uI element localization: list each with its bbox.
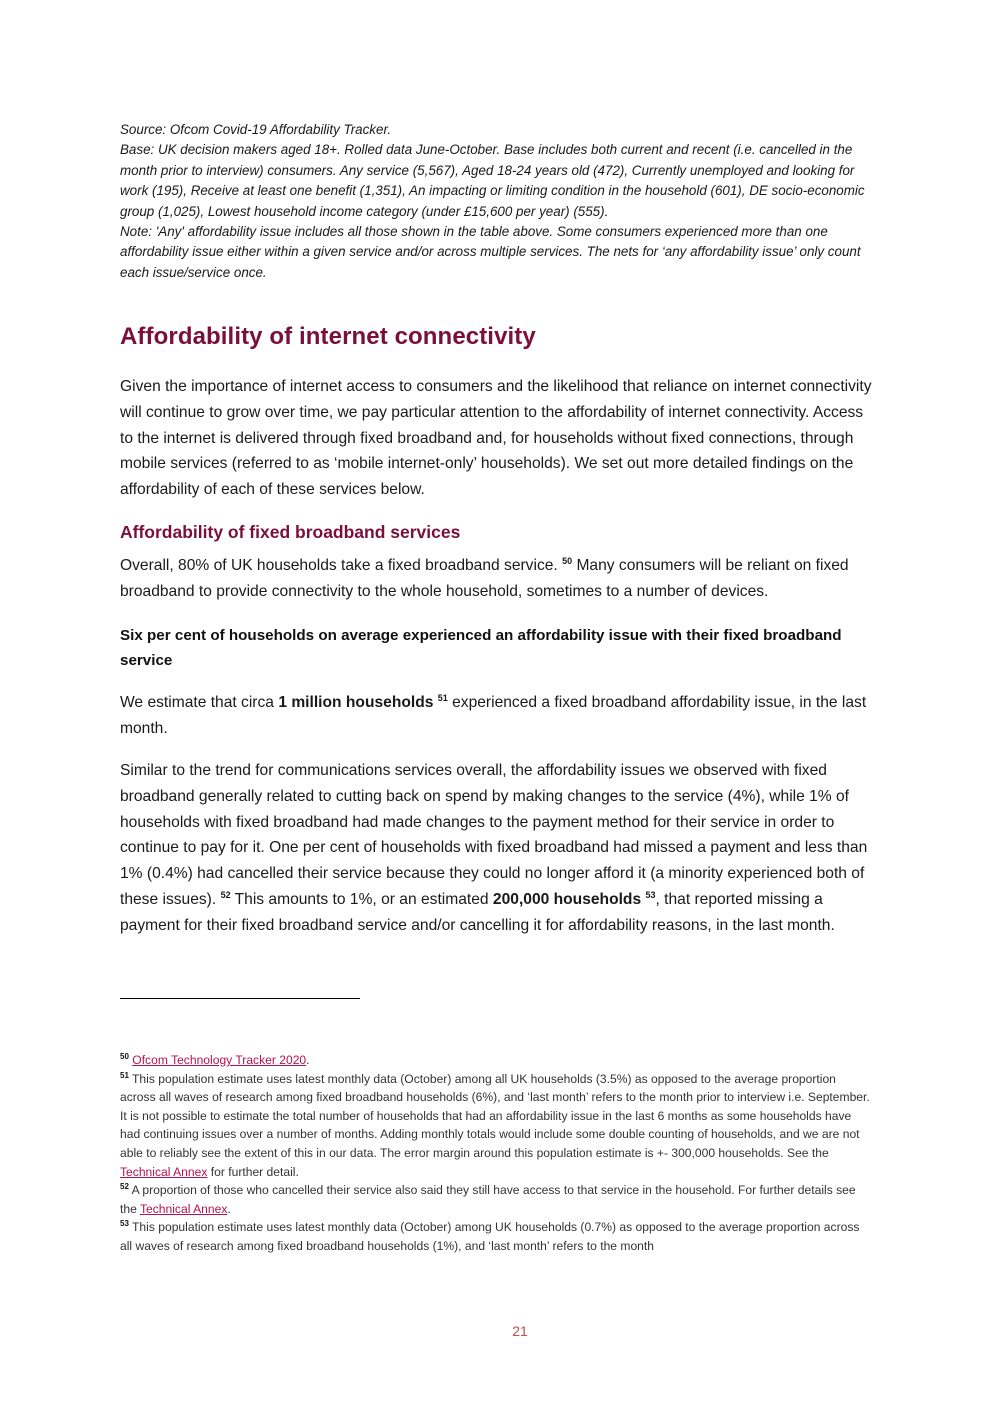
footnote-ref-51[interactable]: 51 [437,692,448,703]
overall-text: Overall, 80% of UK households take a fixed broadband service. [120,557,558,574]
overall-paragraph [120,553,872,605]
trend-paragraph [120,758,872,939]
footnote-ref-52[interactable]: 52 [220,889,231,900]
footnote-text: . [227,1201,231,1216]
trend-bold: 200,000 households [492,890,642,908]
trend-text-2: This amounts to 1%, or an estimated [230,890,493,908]
note-line: Note: 'Any' affordability issue includes all those shown in the table above. Some consumers experienced more than one affordability issue either within a given service and/or across multiple services. The nets for ‘any affordability issue’ only count each issue/service once. [120,224,861,280]
footnote-separator [120,998,360,999]
footnote-number: 50 [120,1051,129,1061]
footnote-number: 51 [120,1070,129,1080]
estimate-paragraph [120,690,872,742]
subsection-heading: Affordability of fixed broadband services [120,522,461,542]
overall-text-rest: Many consumers will be reliant on fixed broadband to provide connectivity to the whole household, sometimes to a number of devices. [120,557,849,600]
section-heading: Affordability of internet connectivity [120,323,536,350]
trend-text-3: , that reported missing a payment for their fixed broadband service and/or cancelling it for affordability reasons, in the last month. [120,890,835,934]
footnote-ref-53[interactable]: 53 [645,889,656,900]
footnote-number: 53 [120,1219,129,1229]
footnote-text: This population estimate uses latest monthly data (October) among UK households (0.7%) as opposed to the average proportion across all waves of research among fixed broadband households (1%), and ‘last month’ refers to the month [120,1220,860,1253]
estimate-text-rest: experienced a fixed broadband affordability issue, in the last month. [120,694,867,737]
estimate-text: We estimate that circa [120,694,279,711]
footnote-53 [120,1218,872,1255]
footnote-52 [120,1181,872,1218]
footnote-ref-50[interactable]: 50 [562,555,573,566]
intro-paragraph: Given the importance of internet access to consumers and the likelihood that reliance on internet connectivity will continue to grow over time, we pay particular attention to the affordability of internet connectivity. Access to the internet is delivered through fixed broadband and, for households without fixed connections, through mobile services (referred to as ‘mobile internet-only’ households). We set out more detailed findings on the affordability of each of these services below. [120,378,872,499]
footnotes [120,1051,872,1256]
footnote-50 [120,1051,872,1070]
technical-annex-link[interactable]: Technical Annex [120,1164,208,1179]
footnote-text: for further detail. [207,1164,299,1179]
footnote-51 [120,1070,872,1182]
technical-annex-link[interactable]: Technical Annex [139,1201,228,1216]
footnote-number: 52 [120,1182,129,1192]
trend-text: Similar to the trend for communications services overall, the affordability issues we observed with fixed broadband generally related to cutting back on spend by making changes to the service (4%), while 1% of households with fixed broadband had made changes to the payment method for their service in order to continue to pay for it. One per cent of households with fixed broadband had missed a payment and less than 1% (0.4%) had cancelled their service because they could no longer afford it (a minority experienced both of these issues). [120,762,868,908]
footnote-text: A proportion of those who cancelled their service also said they still have access to that service in the household. For further details see the [120,1183,856,1216]
source-note-block [120,120,872,283]
technology-tracker-link[interactable]: Ofcom Technology Tracker 2020 [132,1053,307,1067]
footnote-text: This population estimate uses latest monthly data (October) among all UK households (3.5%) as opposed to the average proportion across all waves of research among fixed broadband households (6%), and ‘last month’ refers to the month prior to interview i.e. September. It is not possible to estimate the total number of households that had an affordability issue in the last 6 months as some households have had continuing issues over a number of months. Adding monthly totals would include some double counting of households, and we are not able to reliably see the extent of this in our data. The error margin around this population estimate is +- 300,000 households. See the [120,1071,870,1160]
source-line: Source: Ofcom Covid-19 Affordability Tracker. [120,122,392,137]
key-finding-heading: Six per cent of households on average experienced an affordability issue with their fixed broadband service [120,627,842,669]
footnote-text: . [306,1053,310,1067]
base-line: Base: UK decision makers aged 18+. Rolled data June-October. Base includes both current and recent (i.e. cancelled in the month prior to interview) consumers. Any service (5,567), Aged 18-24 years old (472), Currently unemployed and looking for work (195), Receive at least one benefit (1,351), An impacting or limiting condition in the household (601), DE socio-economic group (1,025), Lowest household income category (under £15,600 per year) (555). [120,142,865,219]
estimate-bold: 1 million households [278,694,434,711]
page-number: 21 [512,1323,528,1339]
